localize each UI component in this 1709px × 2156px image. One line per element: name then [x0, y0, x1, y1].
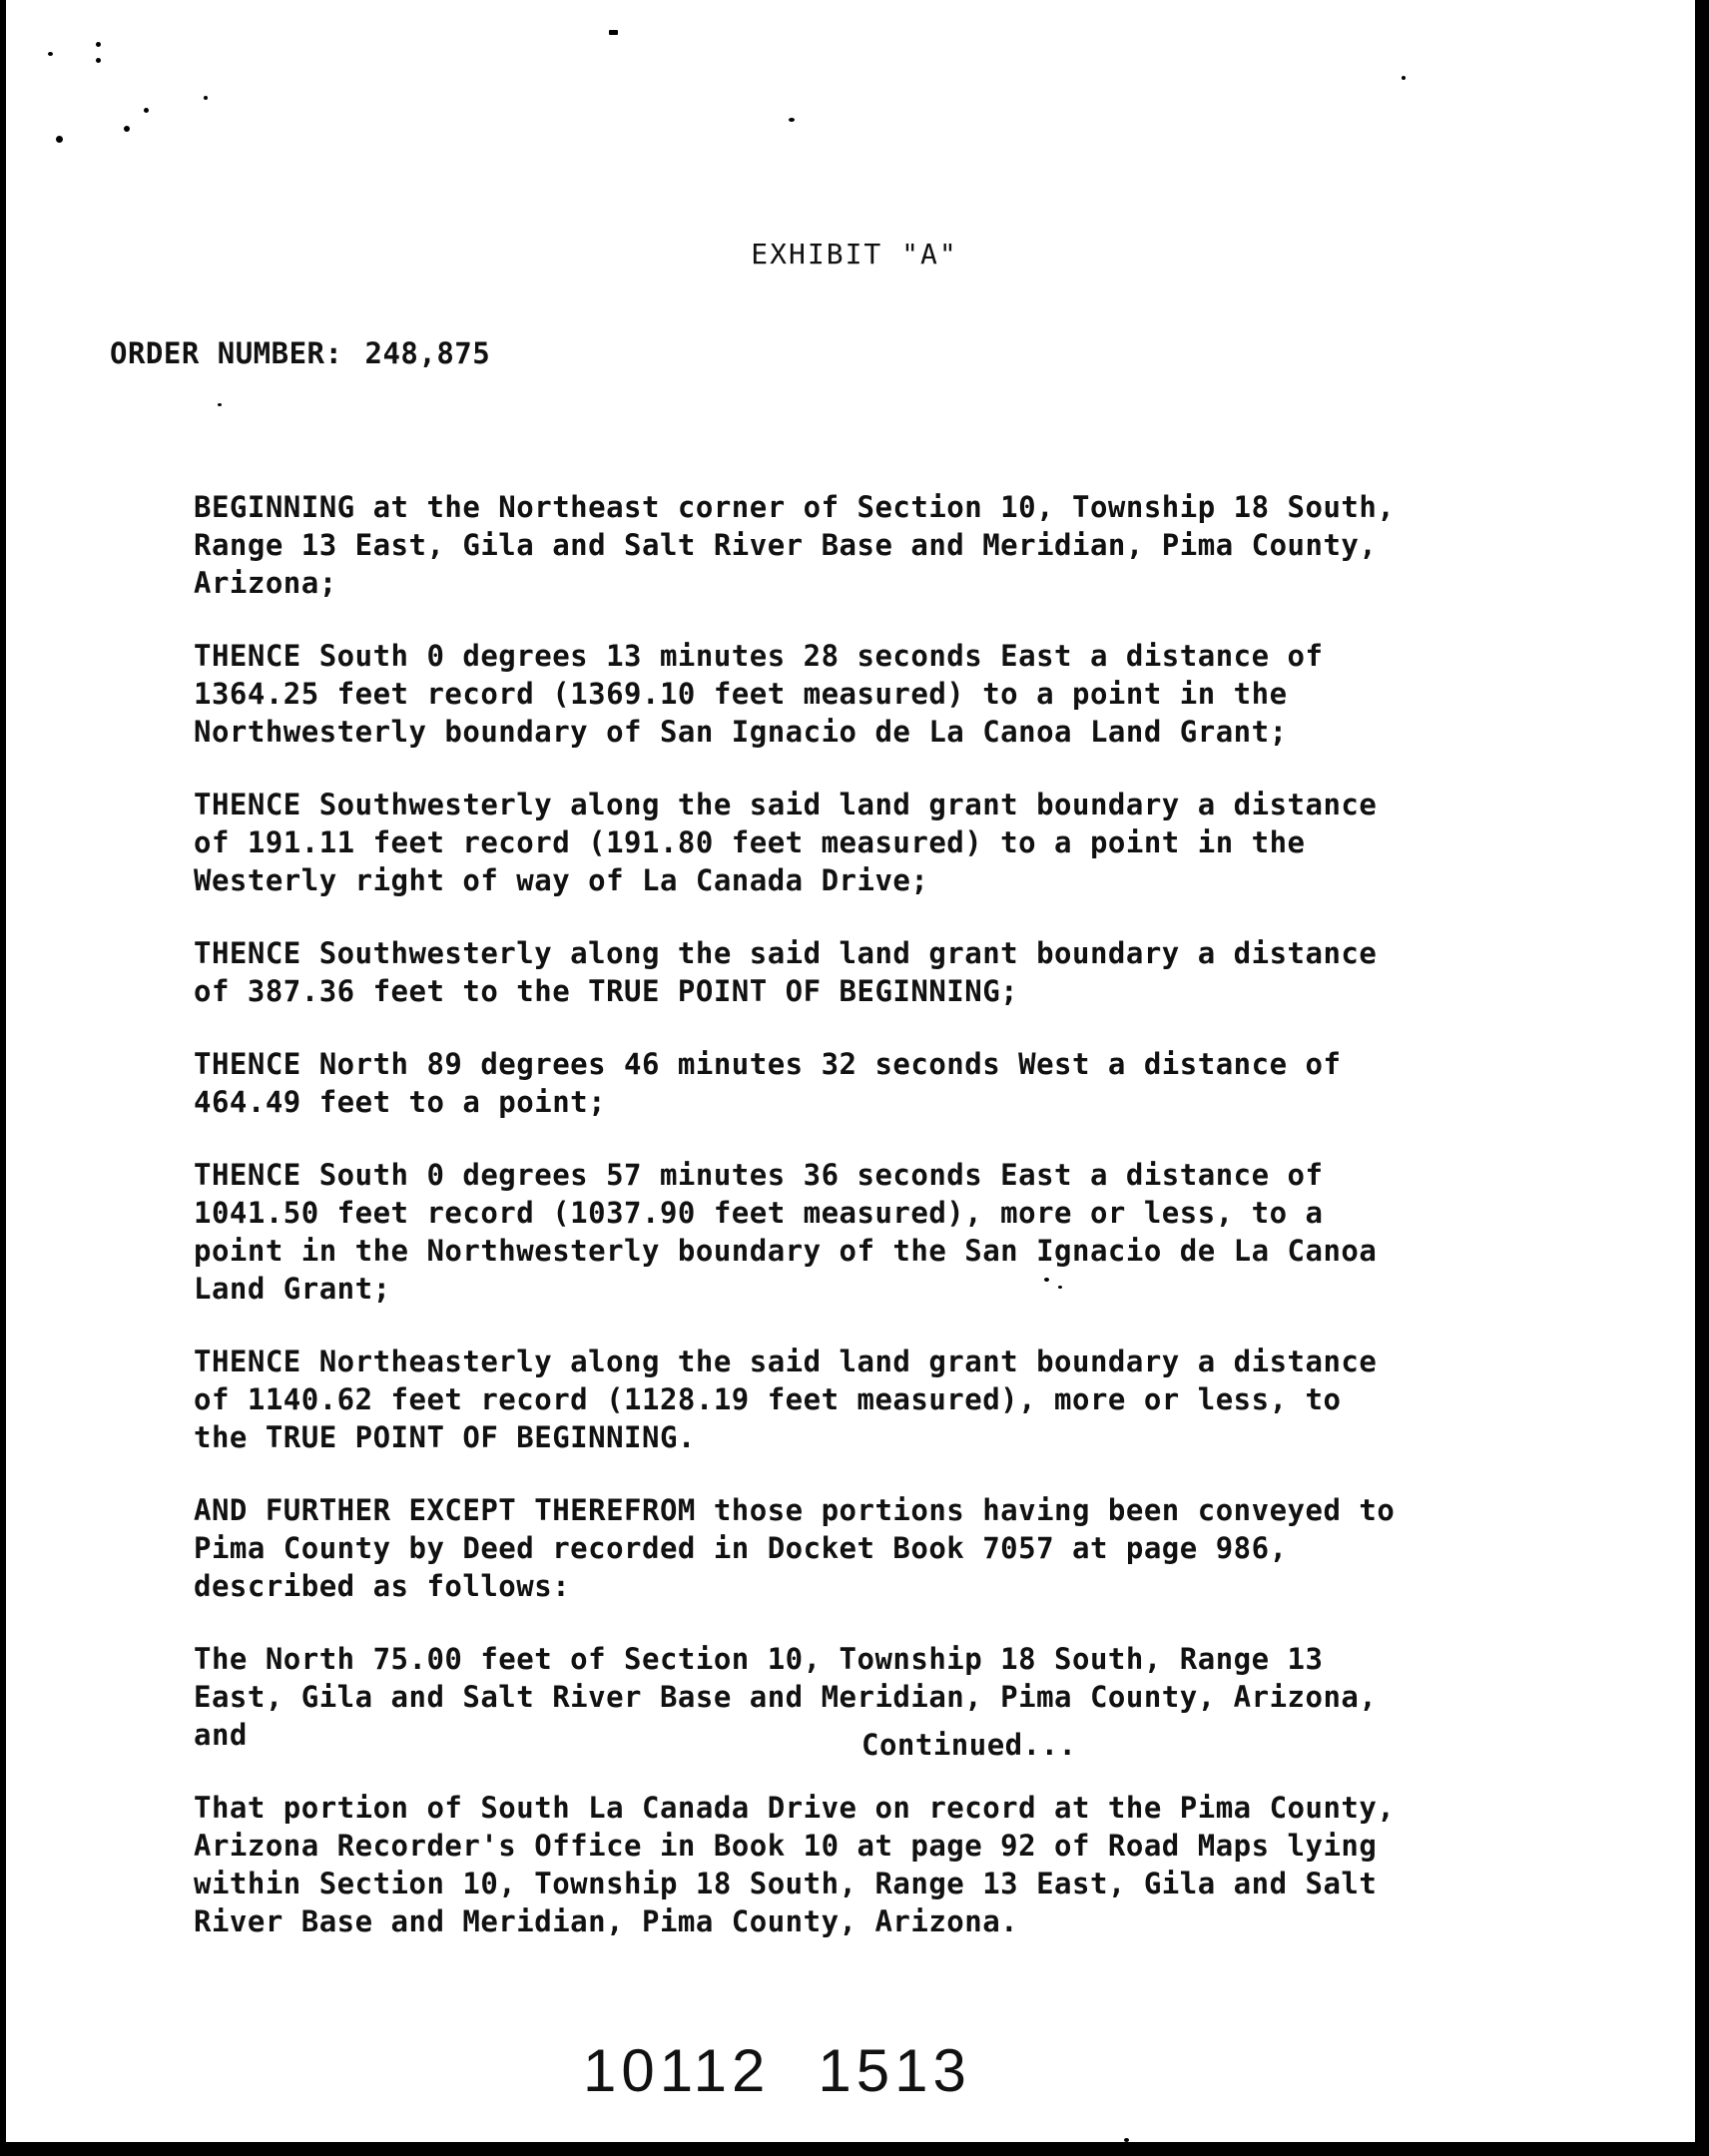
paragraph-course: THENCE Southwesterly along the said land grant boundary a distance of 387.36 feet to the TRUE POINT OF BEGINNING; — [194, 936, 1378, 1008]
recording-stamp — [583, 2036, 971, 2105]
paragraph-exception-item: That portion of South La Canada Drive on record at the Pima County, Arizona Recorder's Office in Book 10 at page 92 of Road Maps lying within Section 10, Township 18 South, Range 13 East, Gila and Salt River Base and Meridian, Pima County, Arizona. — [194, 1791, 1396, 1938]
stamp-book-number: 10112 — [583, 2037, 771, 2104]
paragraph-course: THENCE Southwesterly along the said land grant boundary a distance of 191.11 feet record (191.80 feet measured) to a point in the Westerly right of way of La Canada Drive; — [194, 788, 1378, 897]
scan-border-right — [1695, 0, 1709, 2156]
stamp-page-number: 1513 — [818, 2037, 971, 2104]
continued-note: Continued... — [861, 1728, 1077, 1762]
paragraph-course: THENCE Northeasterly along the said land grant boundary a distance of 1140.62 feet record (1128.19 feet measured), more or less, to the TRUE POINT OF BEGINNING. — [194, 1345, 1378, 1454]
order-number-value: 248,875 — [364, 336, 491, 370]
scan-speck — [204, 96, 208, 100]
paragraph-beginning: BEGINNING at the Northeast corner of Section 10, Township 18 South, Range 13 East, Gila and Salt River Base and Meridian, Pima County, Arizona; — [194, 490, 1396, 600]
scan-speck — [96, 42, 101, 47]
exhibit-title: EXHIBIT "A" — [751, 238, 958, 270]
order-number-line — [110, 336, 490, 370]
scan-speck — [609, 30, 618, 35]
paragraph-exception: AND FURTHER EXCEPT THEREFROM those portions having been conveyed to Pima County by Deed recorded in Docket Book 7057 at page 986, described as follows: — [194, 1493, 1396, 1603]
scan-speck — [144, 108, 149, 113]
scan-speck — [56, 136, 63, 143]
scan-speck — [218, 403, 222, 406]
scan-speck — [48, 52, 53, 56]
paragraph-course: THENCE South 0 degrees 13 minutes 28 seconds East a distance of 1364.25 feet record (1369.10 feet measured) to a point in the Northwesterly boundary of San Ignacio de La Canoa Land Grant; — [194, 639, 1324, 749]
paragraph-exception-item: The North 75.00 feet of Section 10, Township 18 South, Range 13 East, Gila and Salt River Base and Meridian, Pima County, Arizona, and — [194, 1642, 1378, 1752]
order-number-label: ORDER NUMBER: — [110, 336, 343, 370]
legal-description — [194, 488, 1412, 1975]
scan-border-bottom — [0, 2142, 1709, 2156]
scan-speck — [1402, 76, 1406, 80]
scan-speck — [124, 126, 130, 132]
paragraph-course: THENCE South 0 degrees 57 minutes 36 seconds East a distance of 1041.50 feet record (1037.90 feet measured), more or less, to a point in the Northwesterly boundary of the San Ignacio de La Canoa Land Grant; — [194, 1158, 1378, 1306]
scan-speck — [96, 58, 101, 63]
scan-speck — [789, 118, 795, 122]
document-page — [6, 0, 1703, 2142]
paragraph-course: THENCE North 89 degrees 46 minutes 32 seconds West a distance of 464.49 feet to a point; — [194, 1047, 1342, 1119]
